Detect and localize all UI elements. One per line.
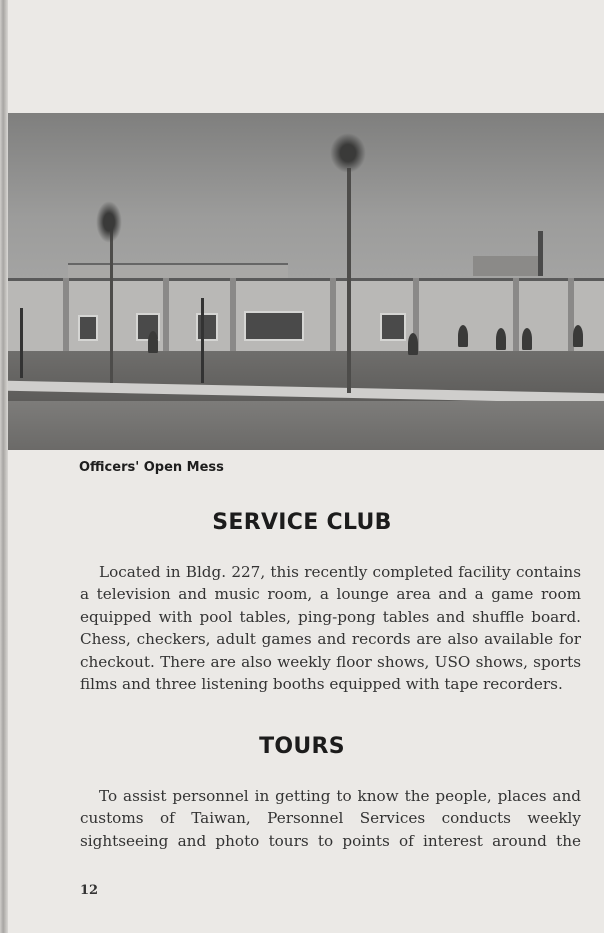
photo-window <box>380 313 406 341</box>
photo-lamp-post <box>201 298 204 383</box>
photo-shrub <box>458 325 468 347</box>
photo-road <box>8 401 604 450</box>
tours-paragraph <box>80 785 581 852</box>
photo-caption: Officers' Open Mess <box>79 460 224 475</box>
photo-rooftop-tank <box>473 256 538 276</box>
photo-shrub <box>496 328 506 350</box>
photo-pillar <box>513 278 519 353</box>
service-club-paragraph <box>80 561 581 695</box>
photo-window <box>244 311 304 341</box>
page-binding-edge <box>0 0 8 933</box>
photo-lamp-post <box>20 308 23 378</box>
photo-window <box>196 313 218 341</box>
photo-shrub <box>408 333 418 355</box>
photo-pillar <box>63 278 69 353</box>
page-number: 12 <box>80 883 99 898</box>
photo-palm-trunk <box>347 168 351 393</box>
photo-pillar <box>163 278 169 353</box>
photo-shrub <box>148 331 158 353</box>
photo-chimney <box>538 231 543 276</box>
tours-text: To assist personnel in getting to know the people, places and customs of Taiwan, Personnel Services conducts weekly sightseeing and photo tours to points of interest around the <box>80 787 581 850</box>
photo-pillar <box>330 278 336 353</box>
photo-shrub <box>573 325 583 347</box>
photo-shrub <box>522 328 532 350</box>
photo-window <box>78 315 98 341</box>
photo-palm-top <box>330 133 366 173</box>
photo-palm-trunk <box>110 223 113 383</box>
service-club-text: Located in Bldg. 227, this recently completed facility contains a television and music room, a lounge area and a game room equipped with pool tables, ping-pong tables and shuffle board. Chess, checkers, adult games and records are also available for checkout. There are also weekly floor shows, USO shows, sports films and three listening booths equipped with tape recorders. <box>80 563 581 694</box>
officers-open-mess-photo <box>8 113 604 450</box>
photo-palm-top <box>96 201 122 243</box>
section-heading-tours: TOURS <box>259 734 345 759</box>
photo-pillar <box>230 278 236 353</box>
section-heading-service-club: SERVICE CLUB <box>212 510 392 535</box>
